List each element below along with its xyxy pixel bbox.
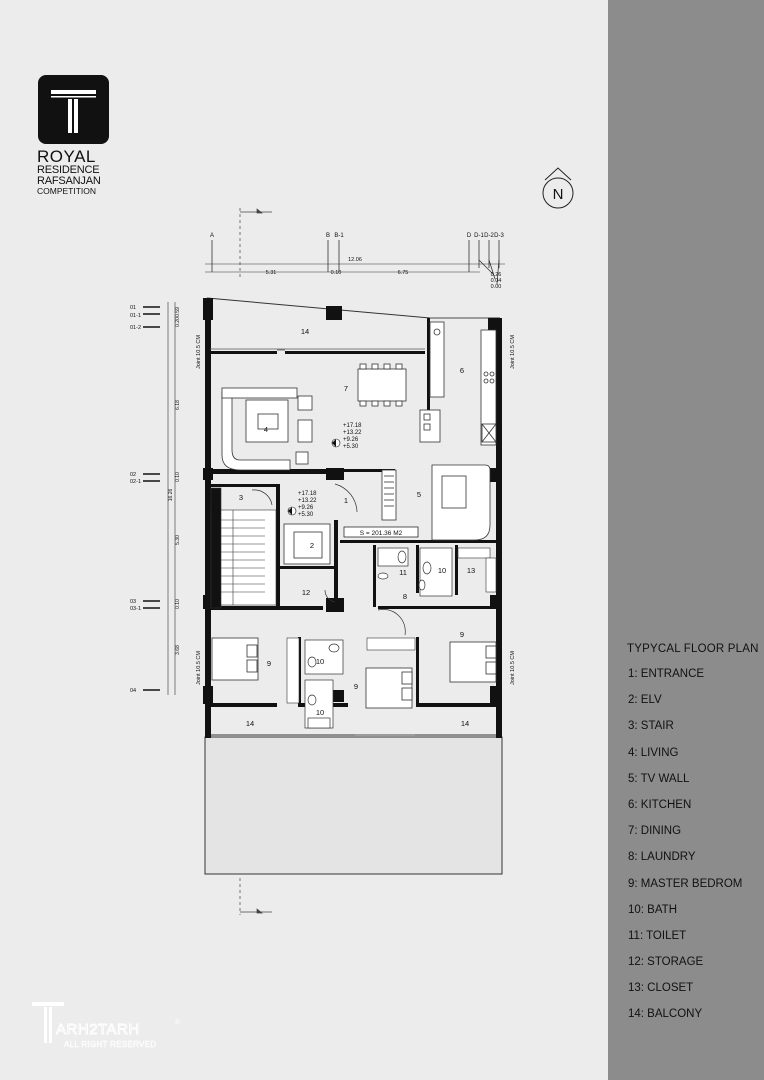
dining-table (358, 364, 406, 406)
grid-letter: D-1 (474, 233, 484, 239)
grid-letter: A (209, 233, 215, 239)
room-number: 5 (416, 490, 422, 499)
grid-number: 01-1 (130, 313, 142, 319)
legend-item: 13: CLOSET (628, 982, 694, 995)
dimension-labels-top (266, 257, 502, 290)
level-value: +5.30 (343, 444, 359, 450)
grid-numbers-left (130, 305, 141, 694)
joint-label: Joint 10.5 CM (510, 335, 516, 369)
legend-item: 8: LAUNDRY (628, 851, 696, 864)
grid-lines-left (143, 307, 160, 690)
room-number: 3 (238, 493, 244, 502)
grid-letter: D-2 (484, 233, 494, 239)
brand-line-2: RESIDENCE (37, 164, 100, 176)
room-number: 9 (266, 659, 272, 668)
room-number: 8 (402, 592, 408, 601)
dim-label: 5.31 (265, 270, 277, 276)
dim-label: 0.00 (490, 284, 502, 290)
joint-label: Joint 10.5 CM (510, 651, 516, 685)
room-number: 12 (301, 588, 311, 597)
watermark-sub: ALL RIGHT RESERVED (64, 1040, 157, 1049)
area-value: S = 201.36 M2 (359, 530, 403, 537)
brand-line-3: RAFSANJAN (37, 175, 101, 187)
level-value: +17.18 (343, 423, 362, 429)
level-value: +9.26 (298, 505, 314, 511)
room-number: 10 (315, 657, 325, 666)
stair (211, 488, 276, 608)
bedroom-beds (212, 638, 496, 708)
joint-label: Joint 10.5 CM (196, 335, 202, 369)
dim-label: 0.59 (175, 307, 181, 317)
dim-label: 0.10 (175, 472, 181, 482)
kitchen-counters (420, 322, 496, 445)
dim-label: 0.10 (175, 599, 181, 609)
level-marks-a (343, 423, 362, 450)
level-value: +17.18 (298, 491, 317, 497)
grid-letter: D-3 (494, 233, 504, 239)
brand-line-4: COMPETITION (37, 186, 97, 196)
brand-line-1: ROYAL (37, 147, 96, 166)
dim-label: 0.04 (490, 278, 502, 284)
grid-number: 02 (130, 472, 137, 478)
level-marks-b (298, 491, 317, 518)
legend-title: TYPYCAL FLOOR PLAN (627, 643, 759, 655)
legend-item: 5: TV WALL (628, 772, 690, 785)
watermark-copyright: © (175, 1019, 181, 1026)
room-number: 14 (300, 327, 310, 336)
dim-label: 3.68 (175, 645, 181, 655)
watermark (30, 1000, 190, 1055)
grid-letter: B-1 (334, 233, 344, 239)
dim-label: 6.75 (397, 270, 409, 276)
grid-number: 03-1 (130, 606, 142, 612)
grid-number: 01-2 (130, 325, 142, 331)
grid-number: 04 (130, 688, 137, 694)
grid-letters (210, 233, 505, 239)
legend-item: 1: ENTRANCE (628, 668, 705, 680)
room-number: 10 (437, 566, 447, 575)
legend-item: 9: MASTER BEDROM (628, 877, 743, 890)
room-number: 2 (309, 541, 315, 550)
dim-total: 12.06 (348, 257, 362, 263)
level-value: +9.26 (343, 437, 359, 443)
room-number: 9 (459, 630, 465, 639)
legend-item: 11: TOILET (628, 929, 687, 942)
area-label (344, 527, 418, 537)
room-number: 1 (343, 496, 349, 505)
joint-label: Joint 10.5 CM (196, 651, 202, 685)
elevator (284, 524, 330, 564)
room-number: 11 (399, 568, 407, 577)
dim-label: 5.30 (175, 535, 181, 545)
legend-item: 3: STAIR (628, 720, 674, 733)
legend-item: 4: LIVING (628, 746, 679, 759)
dimension-labels-left (168, 307, 181, 655)
grid-number: 01 (130, 305, 137, 311)
dim-label: 6.18 (175, 400, 181, 410)
room-number: 6 (459, 366, 465, 375)
room-number: 10 (315, 708, 325, 717)
section-marker-bottom (240, 878, 272, 915)
level-value: +13.22 (343, 430, 362, 436)
dimension-chain-top (205, 264, 505, 272)
grid-letter: D (466, 233, 472, 239)
dim-label: 0.20 (175, 317, 181, 327)
legend-item: 14: BALCONY (628, 1008, 703, 1021)
dim-label: 16.26 (168, 488, 174, 502)
grid-letter: B (325, 233, 331, 239)
north-label: N (552, 186, 564, 203)
room-number: 9 (353, 682, 359, 691)
legend-list (628, 668, 742, 1035)
legend-item: 2: ELV (628, 694, 662, 707)
legend-item: 12: STORAGE (628, 956, 704, 969)
grid-number: 02-1 (130, 479, 142, 485)
room-number: 14 (245, 719, 255, 728)
dim-label: 0.10 (330, 270, 342, 276)
room-number: 14 (460, 719, 470, 728)
dim-label: 0.26 (490, 272, 502, 278)
room-number: 4 (263, 425, 269, 434)
room-number: 7 (343, 384, 349, 393)
level-value: +13.22 (298, 498, 317, 504)
legend-item: 10: BATH (628, 903, 677, 916)
legend-item: 7: DINING (628, 825, 682, 838)
grid-number: 03 (130, 599, 137, 605)
legend-item: 6: KITCHEN (628, 798, 692, 811)
watermark-brand: ARH2TARH (56, 1021, 140, 1038)
north-arrow-icon (543, 168, 573, 208)
room-number: 13 (466, 566, 476, 575)
level-value: +5.30 (298, 512, 314, 518)
